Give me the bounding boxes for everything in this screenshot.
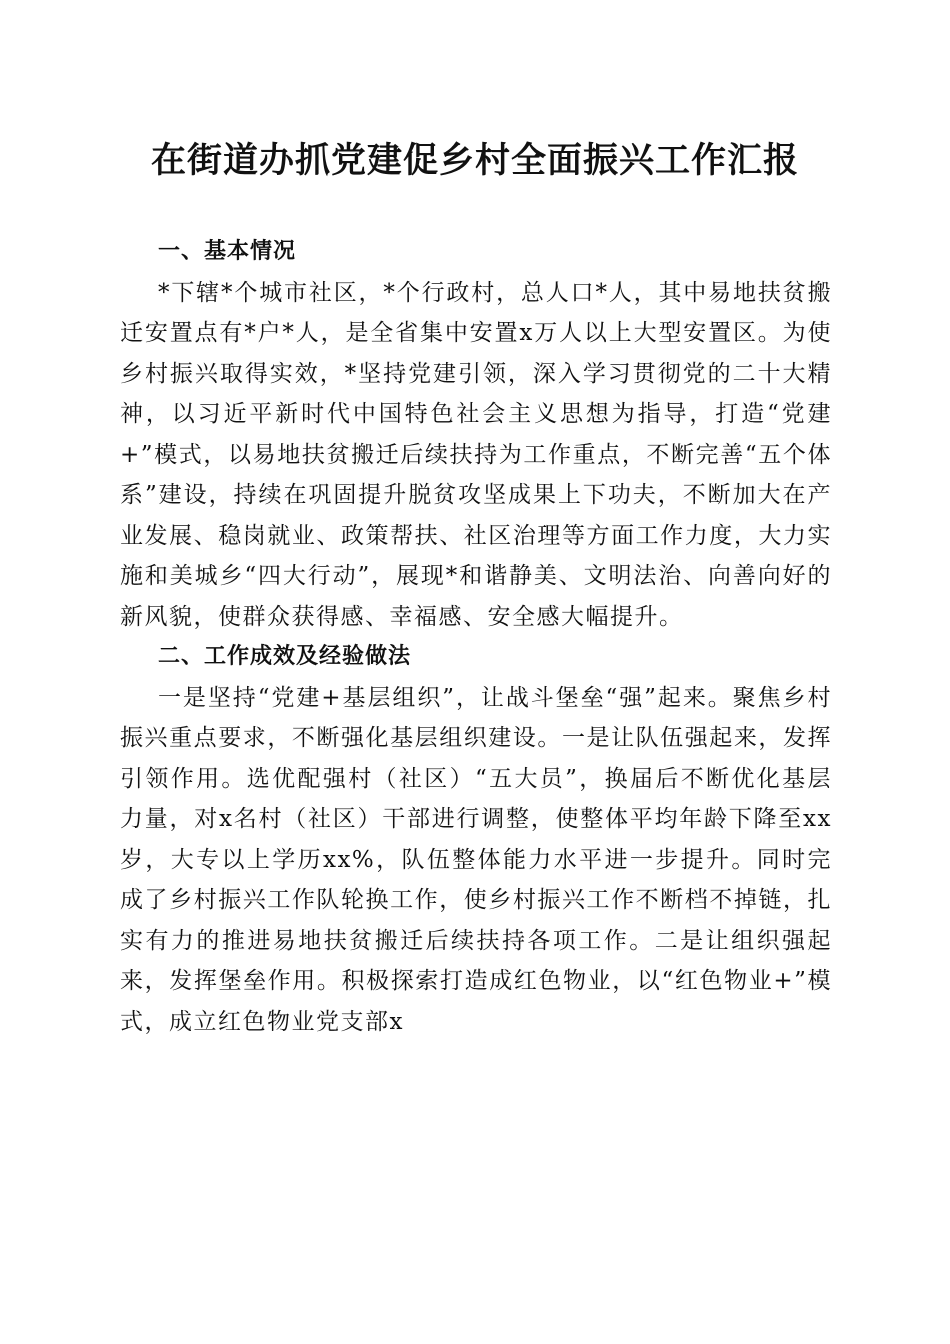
section-paragraph-achievements: 一是坚持“党建+基层组织”，让战斗堡垒“强”起来。聚焦乡村振兴重点要求，不断强化基层组织建设。一是让队伍强起来，发挥引领作用。选优配强村（社区）“五大员”，换届后不断优化基层力量，对x名村（社区）干部进行调整，使整体平均年龄下降至xx岁，大专以上学历xx%，队伍整体能力水平进一步提升。同时完成了乡村振兴工作队轮换工作，使乡村振兴工作不断档不掉链，扎实有力的推进易地扶贫搬迁后续扶持各项工作。二是让组织强起来，发挥堡垒作用。积极探索打造成红色物业，以“红色物业+”模式，成立红色物业党支部x [120, 684, 832, 1035]
document-title: 在街道办抓党建促乡村全面振兴工作汇报 [150, 140, 799, 181]
section-heading-basic-situation: 一、基本情况 [158, 239, 297, 264]
section-paragraph-basic-situation: *下辖*个城市社区，*个行政村，总人口*人，其中易地扶贫搬迁安置点有*户*人，是全省集中安置x万人以上大型安置区。为使乡村振兴取得实效，*坚持党建引领，深入学习贯彻党的二十大精神，以习近平新时代中国特色社会主义思想为指导，打造“党建+”模式，以易地扶贫搬迁后续扶持为工作重点，不断完善“五个体系”建设，持续在巩固提升脱贫攻坚成果上下功夫，不断加大在产业发展、稳岗就业、政策帮扶、社区治理等方面工作力度，大力实施和美城乡“四大行动”，展现*和谐静美、文明法治、向善向好的新风貌，使群众获得感、幸福感、安全感大幅提升。 [120, 279, 832, 630]
document-body [120, 232, 832, 1042]
section-heading-achievements: 二、工作成效及经验做法 [158, 644, 412, 669]
